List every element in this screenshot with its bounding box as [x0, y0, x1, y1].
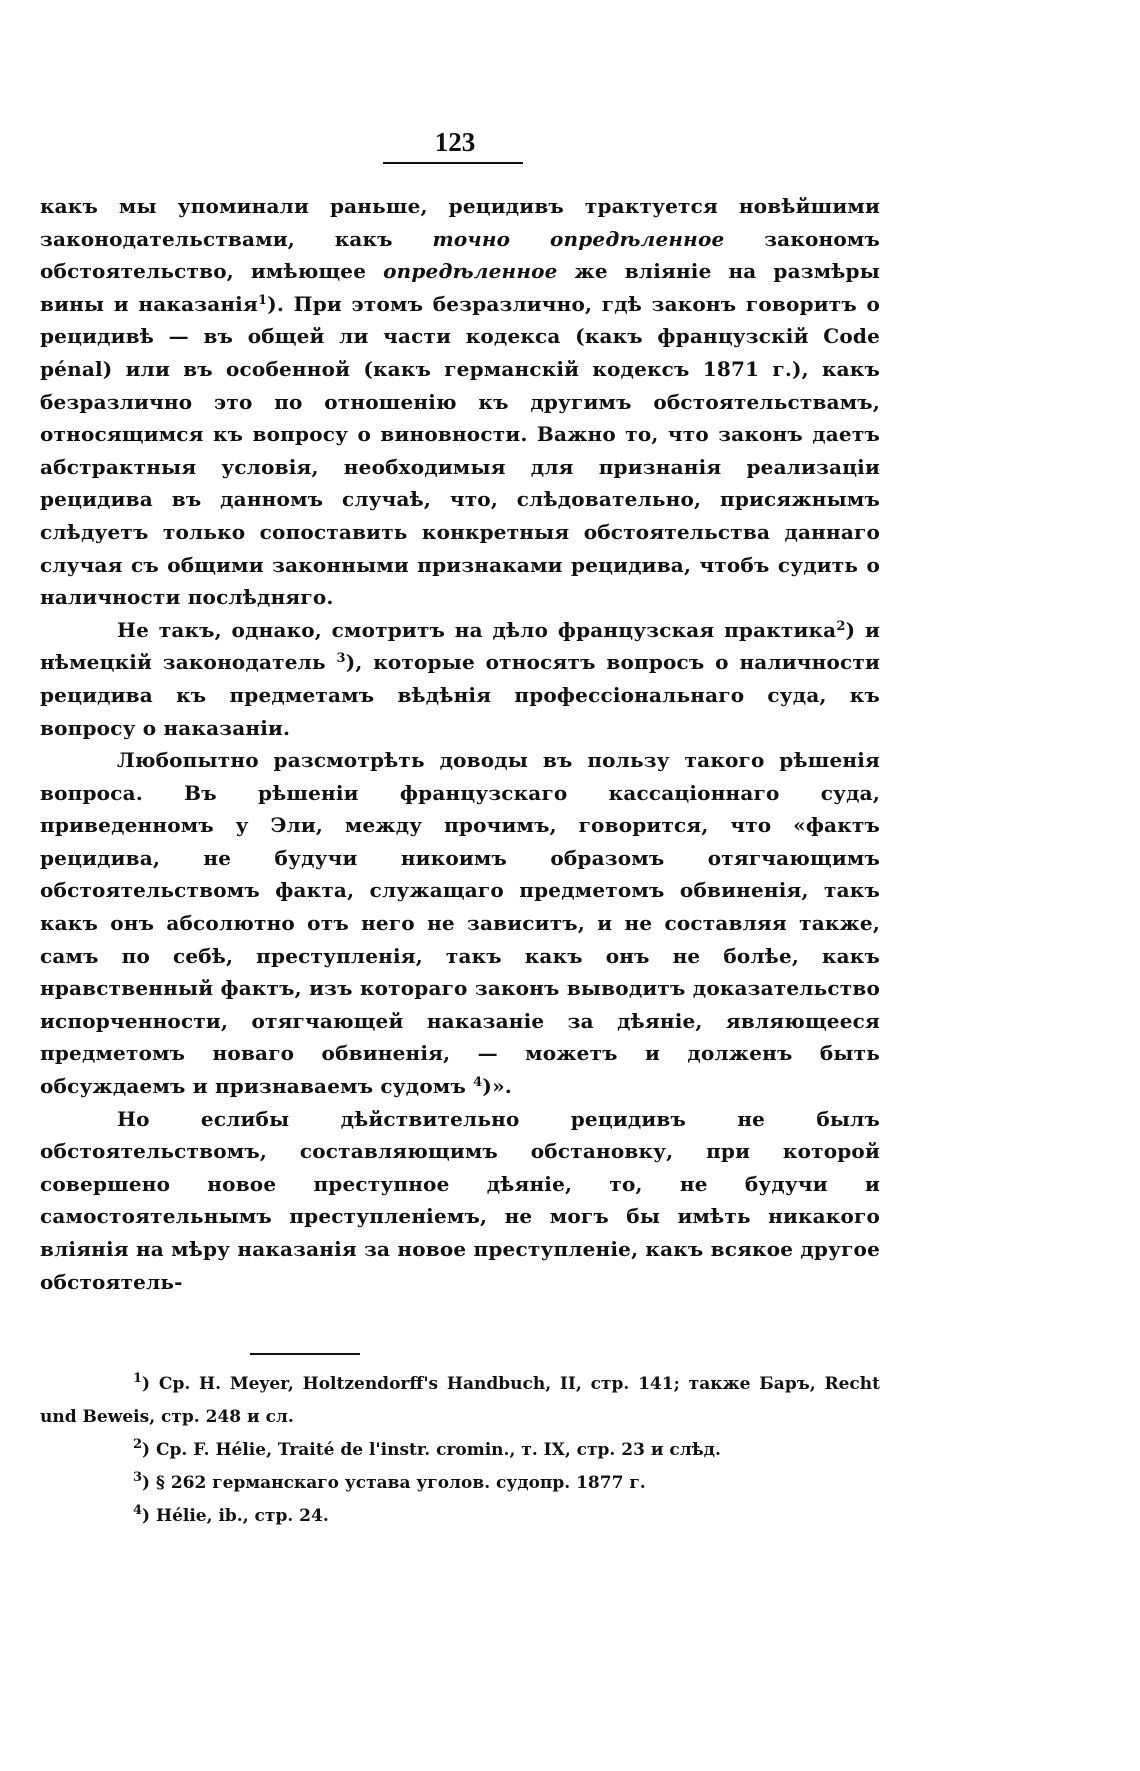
- main-text: [40, 190, 880, 1298]
- footnotes: [40, 1368, 880, 1533]
- paragraph-3: [40, 744, 880, 1103]
- paragraph-1-italic-1: точно опредѣленное: [432, 226, 725, 251]
- paragraph-1: [40, 190, 880, 614]
- footnote: [40, 1368, 880, 1434]
- footnote-text: ) § 262 германскаго устава уголов. судопр. 1877 г.: [142, 1473, 646, 1493]
- page-number: 123: [434, 127, 476, 157]
- page-number-underline: [383, 162, 523, 164]
- footnote-marker: 3: [133, 1470, 143, 1485]
- footnote-ref-1: 1: [257, 292, 268, 308]
- footnote-ref-2: 2: [836, 618, 846, 634]
- paragraph-3-text-1: Любопытно разсмотрѣть доводы въ пользу такого рѣшенія вопроса. Въ рѣшеніи французскаго кассаціоннаго суда, приведенномъ у Эли, между прочимъ, говорится, что «фактъ рецидива, не будучи никоимъ образомъ отягчающимъ обстоятельствомъ факта, служащаго предметомъ обвиненія, такъ какъ онъ абсолютно отъ него не зависитъ, и не составляя также, самъ по себѣ, преступленія, такъ какъ онъ не болѣе, какъ нравственный фактъ, изъ котораго законъ выводитъ доказательство испорченности, отягчающей наказаніе за дѣяніе, являющееся предметомъ новаго обвиненія, — можетъ и долженъ быть обсуждаемъ и признаваемъ судомъ: [40, 748, 880, 1099]
- paragraph-2: [40, 614, 880, 744]
- footnote-text: ) Ср. F. Hélie, Traité de l'instr. cromin., т. IX, стр. 23 и слѣд.: [142, 1440, 721, 1460]
- paragraph-1-text-1: какъ мы упоминали раньше, рецидивъ трактуется новѣйшими законодательствами, какъ: [40, 194, 880, 251]
- paragraph-2-text-2: ) и нѣмецкій законодатель: [40, 617, 880, 675]
- paragraph-4: [40, 1103, 880, 1299]
- paragraph-1-italic-2: опредѣленное: [383, 259, 558, 284]
- paragraph-2-text-3: ), которые относятъ вопросъ о наличности рецидива къ предметамъ вѣдѣнія профессіональнаго суда, къ вопросу о наказаніи.: [40, 650, 880, 740]
- paragraph-1-text-2: закономъ обстоятельство, имѣющее: [40, 226, 880, 284]
- footnote-marker: 4: [133, 1503, 143, 1518]
- footnote: [40, 1434, 880, 1467]
- paragraph-2-text-1: Не такъ, однако, смотритъ на дѣло французская практика: [117, 617, 837, 642]
- paragraph-3-text-2: )».: [482, 1074, 512, 1099]
- paragraph-1-text-3: же вліяніе на размѣры вины и наказанія: [40, 259, 880, 316]
- footnote: [40, 1467, 880, 1500]
- footnote-marker: 1: [133, 1371, 143, 1386]
- paragraph-1-text-4: ). При этомъ безразлично, гдѣ законъ говоритъ о рецидивѣ — въ общей ли части кодекса (какъ французскій Code pénal) или въ особенной (какъ германскій кодексъ 1871 г.), какъ безразлично это по отношенію къ другимъ обстоятельствамъ, относящимся къ вопросу о виновности. Важно то, что законъ даетъ абстрактныя условія, необходимыя для признанія реализаціи рецидива въ данномъ случаѣ, что, слѣдовательно, присяжнымъ слѣдуетъ только сопоставить конкретныя обстоятельства даннаго случая съ общими законными признаками рецидива, чтобъ судить о наличности послѣдняго.: [40, 291, 880, 610]
- paragraph-4-text-1: Но еслибы дѣйствительно рецидивъ не былъ обстоятельствомъ, составляющимъ обстановку, при которой совершено новое преступное дѣяніе, то, не будучи и самостоятельнымъ преступленіемъ, не могъ бы имѣть никакого вліянія на мѣру наказанія за новое преступленіе, какъ всякое другое обстоятель-: [40, 1106, 880, 1294]
- footnote-ref-3: 3: [336, 651, 346, 667]
- footnote-text: ) Ср. H. Meyer, Holtzendorff's Handbuch, II, стр. 141; также Баръ, Recht und Beweis, стр. 248 и сл.: [40, 1374, 880, 1427]
- footnote-ref-4: 4: [473, 1075, 483, 1091]
- footnote-marker: 2: [133, 1437, 143, 1452]
- footnote-text: ) Hélie, ib., стр. 24.: [142, 1506, 329, 1526]
- footnote-divider: [250, 1353, 360, 1355]
- footnote: [40, 1500, 880, 1533]
